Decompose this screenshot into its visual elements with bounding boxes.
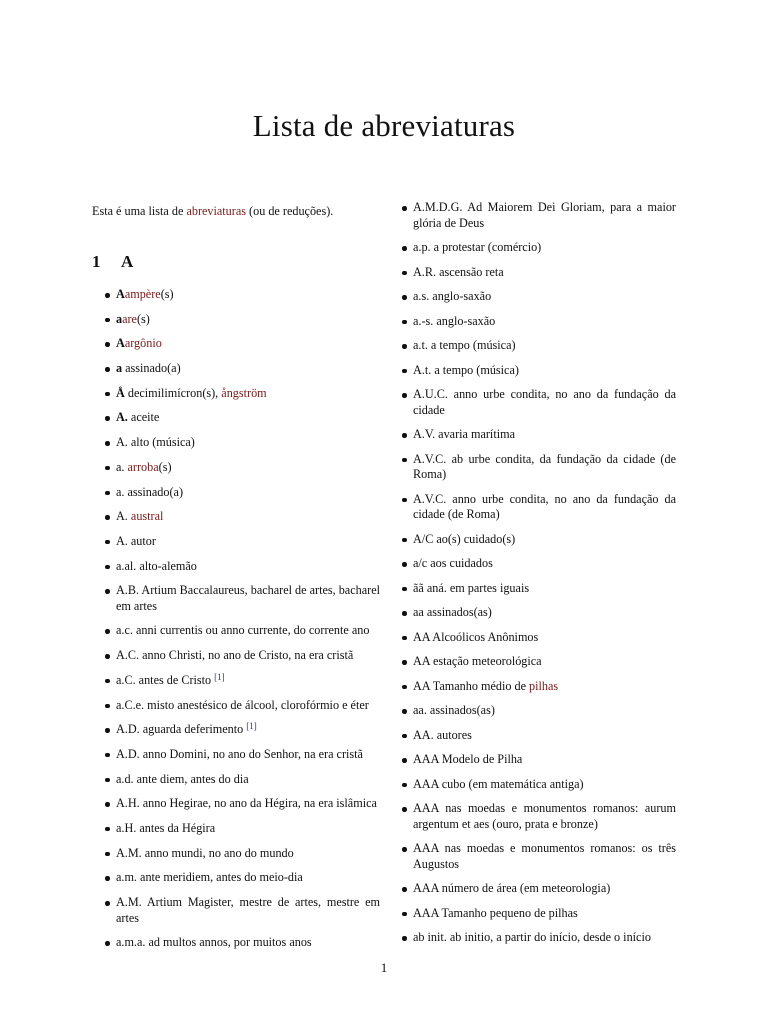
item-text: A.D. aguarda deferimento (116, 722, 247, 737)
item-text: A. (116, 509, 131, 524)
item-text: A.D. anno Domini, no ano do Senhor, na era cristã (116, 746, 363, 761)
item-text: aceite (127, 410, 160, 425)
item-text: A.H. anno Hegirae, no ano da Hégira, na era islâmica (116, 796, 377, 811)
intro-text-before: Esta é uma lista de (92, 204, 187, 218)
right-column (403, 200, 676, 955)
list-item (403, 777, 676, 793)
list-item (106, 821, 380, 837)
item-text: decimilimícron(s), (124, 385, 222, 400)
item-link[interactable]: ångström (221, 385, 267, 400)
list-item (403, 654, 676, 670)
item-link[interactable]: argônio (124, 336, 162, 351)
list-item (403, 581, 676, 597)
list-item (106, 935, 380, 951)
item-text: a.t. a tempo (música) (413, 338, 516, 352)
list-item (403, 427, 676, 443)
abreviaturas-link[interactable]: abreviaturas (186, 204, 246, 218)
list-item (403, 679, 676, 695)
item-text: A. autor (116, 533, 156, 548)
list-item (403, 338, 676, 354)
left-column (92, 200, 380, 960)
item-text: a. (116, 459, 128, 474)
list-item (106, 534, 380, 550)
list-item (403, 930, 676, 946)
item-text: AAA Tamanho pequeno de pilhas (413, 905, 578, 920)
item-text: A.M.D.G. Ad Maiorem Dei Gloriam, para a maior glória de Deus (413, 200, 676, 230)
item-text: a.s. anglo-saxão (413, 289, 492, 303)
list-item (403, 752, 676, 768)
item-text: AA estação meteorológica (413, 654, 542, 668)
list-item (106, 623, 380, 639)
item-text: A. alto (música) (116, 435, 195, 450)
list-item (106, 895, 380, 926)
list-item (403, 240, 676, 256)
item-text: aa assinados(as) (413, 605, 492, 619)
right-abbreviation-list (403, 200, 676, 946)
list-item (403, 605, 676, 621)
list-item (106, 410, 380, 426)
list-item (106, 361, 380, 377)
abbreviation-symbol: a (116, 311, 123, 326)
list-item (106, 287, 380, 303)
page-title: Lista de abreviaturas (252, 108, 516, 143)
item-text: AA Alcoólicos Anônimos (413, 629, 539, 644)
abbreviation-symbol: A (116, 287, 125, 301)
item-text: A.V.C. ab urbe condita, da fundação da cidade (de Roma) (413, 451, 676, 481)
list-item (403, 289, 676, 305)
item-text: assinado(a) (122, 361, 181, 376)
list-item (106, 460, 380, 476)
left-abbreviation-list (92, 287, 380, 951)
item-text: A.t. a tempo (música) (413, 362, 519, 377)
list-item (403, 728, 676, 744)
abbreviation-symbol: A (116, 336, 125, 351)
item-text: ab init. ab initio, a partir do início, desde o início (413, 930, 651, 944)
item-text: A.C. anno Christi, no ano de Cristo, na era cristã (116, 648, 354, 663)
intro-paragraph (92, 204, 380, 220)
list-item (106, 509, 380, 525)
list-item (403, 532, 676, 548)
item-text: AA Tamanho médio de (413, 678, 530, 693)
reference-link[interactable]: [1] (246, 721, 257, 732)
item-text: a.p. a protestar (comércio) (413, 240, 542, 254)
item-link[interactable]: are (122, 311, 137, 326)
list-item (106, 698, 380, 714)
intro-text-after: (ou de reduções). (246, 204, 334, 218)
list-item (403, 387, 676, 418)
list-item (106, 796, 380, 812)
list-item (106, 870, 380, 886)
list-item (403, 801, 676, 832)
item-text: a.d. ante diem, antes do dia (116, 771, 249, 786)
item-suffix: (s) (160, 287, 174, 301)
list-item (106, 648, 380, 664)
item-text: A.V.C. anno urbe condita, no ano da fundação da cidade (de Roma) (413, 491, 676, 521)
item-text: A.U.C. anno urbe condita, no ano da fundação da cidade (413, 387, 676, 417)
list-item (403, 881, 676, 897)
item-text: AAA cubo (em matemática antiga) (413, 776, 584, 791)
abbreviation-symbol: Å (116, 385, 125, 400)
list-item (106, 722, 380, 738)
item-text: a.-s. anglo-saxão (413, 313, 496, 328)
section-number: 1 (92, 251, 101, 271)
list-item (106, 846, 380, 862)
item-suffix: (s) (136, 311, 150, 326)
list-item (106, 336, 380, 352)
list-item (106, 435, 380, 451)
list-item (403, 265, 676, 281)
item-link[interactable]: austral (130, 509, 164, 524)
item-text: A.R. ascensão reta (413, 264, 504, 279)
list-item (106, 386, 380, 402)
list-item (403, 906, 676, 922)
list-item (403, 200, 676, 231)
list-item (403, 314, 676, 330)
list-item (106, 559, 380, 575)
item-text: a.C. antes de Cristo (116, 672, 215, 687)
section-name: A (121, 251, 134, 271)
list-item (106, 485, 380, 501)
item-text: A/C ao(s) cuidado(s) (413, 531, 516, 546)
list-item (403, 703, 676, 719)
item-link[interactable]: pilhas (529, 678, 559, 693)
list-item (106, 772, 380, 788)
item-text: AAA número de área (em meteorologia) (413, 881, 611, 895)
item-text: AAA nas moedas e monumentos romanos: aurum argentum et aes (ouro, prata e bronze) (413, 801, 676, 831)
item-text: A.M. anno mundi, no ano do mundo (116, 845, 294, 860)
item-text: AAA nas moedas e monumentos romanos: os três Augustos (413, 841, 676, 871)
list-item (403, 492, 676, 523)
list-item (403, 630, 676, 646)
item-text: a.H. antes da Hégira (116, 820, 216, 835)
item-text: AAA Modelo de Pilha (413, 752, 523, 766)
list-item (403, 841, 676, 872)
item-text: a.C.e. misto anestésico de álcool, clorofórmio e éter (116, 697, 369, 712)
list-item (106, 747, 380, 763)
item-text: a. assinado(a) (116, 484, 184, 499)
page-number: 1 (380, 960, 388, 975)
item-text: a.al. alto-alemão (116, 558, 197, 573)
item-text: a.m. ante meridiem, antes do meio-dia (116, 870, 303, 885)
item-link[interactable]: arroba (127, 459, 159, 474)
item-text: aa. assinados(as) (413, 703, 495, 717)
item-text: AA. autores (413, 727, 472, 742)
list-item (106, 673, 380, 689)
list-item (403, 363, 676, 379)
list-item (403, 452, 676, 483)
item-text: A.M. Artium Magister, mestre de artes, mestre em artes (116, 895, 380, 925)
item-text: a.m.a. ad multos annos, por muitos anos (116, 935, 312, 950)
item-text: a.c. anni currentis ou anno currente, do corrente ano (116, 623, 370, 638)
item-text: A.V. avaria marítima (413, 427, 515, 441)
item-text: ãã aná. em partes iguais (413, 580, 530, 595)
abbreviation-symbol: A. (116, 410, 128, 425)
item-suffix: (s) (158, 459, 172, 474)
list-item (106, 312, 380, 328)
list-item (106, 583, 380, 614)
item-text: A.B. Artium Baccalaureus, bacharel de artes, bacharel em artes (116, 583, 380, 613)
abbreviation-symbol: a (116, 361, 123, 376)
reference-link[interactable]: [1] (214, 671, 225, 682)
list-item (403, 556, 676, 572)
section-heading (92, 251, 380, 271)
item-text: a/c aos cuidados (413, 556, 493, 570)
item-link[interactable]: ampère (124, 287, 161, 301)
